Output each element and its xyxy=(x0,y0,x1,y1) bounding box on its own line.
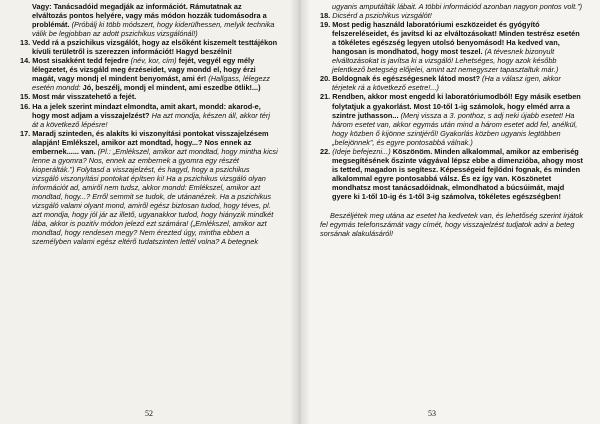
italic-text-run: Beszéljétek meg utána az esetet ha kedvetek van, és lehetőség szerint írjátok fel egymás telefonszámát vagy címét, hogy visszajelzést tudjatok adni a beteg sorsának alakulásáról! xyxy=(320,211,584,239)
bold-text-run: Most már visszatehető a fejét. xyxy=(32,92,137,102)
italic-text-run: (Menj vissza a 3. ponthoz, s adj neki újabb esetet! Ha három esetet van, akkor egymás után mind a három esetet add fel, anélkül, hogy közben ő kijönne szintjéről! Gyakorlás közben ugyanis legtöbben „belejönnek”, és egyre pontosabbá válnak.) xyxy=(332,110,578,147)
step-number: 17. xyxy=(20,128,31,138)
bold-text-run: Vagy: Tanácsadóid megadják az információt. Rámutatnak az elváltozás pontos helyére, vagy más módon hozzák tudomásodra a problémát. xyxy=(32,2,267,30)
step-number: 14. xyxy=(20,56,31,66)
bold-text-run: Most sisakként tedd fejedre xyxy=(32,56,131,66)
numbered-step xyxy=(20,129,278,247)
italic-text-run: (A tévesnek bizonyult elváltozásokat is javítsa ki a vizsgáló! Lehetséges, hogy azok később jelentkező betegség előjelei, amint azt nemegyszer tapasztaltuk már.) xyxy=(332,47,559,75)
bold-text-run: Ha a jelek szerint mindazt elmondta, amit akart, mondd: akarod-e, hogy most adjam a visszajelzést? xyxy=(32,101,261,120)
italic-text-run: (Ha a válasz igen, akkor térjetek rá a következő esetre!...) xyxy=(332,74,561,93)
step-number: 19. xyxy=(320,20,331,30)
italic-text-run: (Pl.: „Emlékszel, amikor azt mondtad, hogy mintha kicsi lenne a gyomra? Nos, ennek az embernek a gyomra egy részét kioperálták.”) Folytasd a visszajelzést, és hagyd, hogy a pszichikus vizsgáló viszonyítási pontokat építsen ki! Ha a pszichikus vizsgáló olyan információt ad, amiről nem tudsz, akkor mondd: Emlékszel, amikor azt mondtad, hogy...? Erről semmit se tudok, de utánanézek. Ha a pszichikus vizsgáló valami olyant mond, amiről egész biztosan tudod, hogy téves, pl. azt mondja, hogy jól jár az illető, ugyanakkor tudod, hogy hiányzik mindkét lába, akkor is pozitív módon jelezd ezt számára! („Emlékszel, amikor azt mondtad, hogy rendesen megy? Nem érezted úgy, mintha ebben a személyben valami egész eltérő tudatszinten lettél volna? A betegnek xyxy=(32,146,278,247)
italic-text-run: Ha azt mondja, készen áll, akkor térj át a következő lépésre! xyxy=(32,110,270,129)
continued-text xyxy=(320,2,584,11)
bold-text-run: Vedd rá a pszichikus vizsgálót, hogy az elsőként kiszemelt testtájékon kívüli területről is szerezzen információt! Hagyd beszélni! xyxy=(32,38,278,57)
left-page-text xyxy=(20,2,278,246)
italic-text-run: (Próbálj ki több módszert, hogy kiderülhessen, melyik technika válik be legjobban az adott pszichikus vizsgálónál!) xyxy=(32,20,275,39)
bold-text-run: Köszönöm. Minden alkalommal, amikor az emberiség megsegítésének őszinte vágyával lépsz ebbe a dimenzióba, ahogy most is tetted, magadon is segítesz. Képességeid fejlődni fognak, és minden alkalommal egyre pontosabbá válsz. És ez így van. Köszönetet mondhatsz most tanácsadóidnak, elmondhatod a búcsúimát, majd gyere ki 1-től 10-ig és 1-től 3-ig számolva, tökéletes egészségben! xyxy=(332,146,583,201)
left-page-number: 52 xyxy=(145,409,153,418)
step-number: 22. xyxy=(320,146,331,156)
continued-text xyxy=(20,2,278,38)
numbered-step xyxy=(320,147,584,201)
italic-text-run: Dicsérd a pszichikus vizsgálót! xyxy=(332,11,432,21)
left-page xyxy=(0,0,296,424)
numbered-step xyxy=(20,38,278,56)
numbered-step xyxy=(20,102,278,129)
bold-text-run: Jó, beszélj, mondj el mindent, ami eszedbe ötlik!...) xyxy=(82,83,261,93)
bold-text-run: Most pedig használd laboratóriumi eszközeidet és gyógyító felszereléseidet, és javítsd ki az elváltozásokat! Minden testrész esetén a tökéletes egészség legyen utolsó benyomásod! Ha kedved van, hangosan is mondhatod, hogy most teszel. xyxy=(332,20,580,57)
italic-text-run: (Hallgass, lélegezz esetén mondd: xyxy=(32,74,270,93)
italic-text-run: (név, kor, cím) xyxy=(130,56,177,66)
step-number: 20. xyxy=(320,74,331,84)
numbered-step xyxy=(20,56,278,92)
italic-text-run: ugyanis amputálták lábait. A többi információd azonban nagyon pontos volt.”) xyxy=(332,2,583,11)
bold-text-run: fejét, vegyél egy mély lélegzetet, és vizsgáld meg érzéseidet, vagy mondd el, hogy érzi magát, vagy mondj el mindent benyomást, ami ér! xyxy=(32,56,256,84)
step-number: 21. xyxy=(320,92,331,102)
right-page-number: 53 xyxy=(428,409,436,418)
step-number: 13. xyxy=(20,38,31,48)
step-number: 15. xyxy=(20,92,31,102)
right-page-text xyxy=(320,2,584,238)
closing-paragraph xyxy=(320,211,584,238)
step-number: 16. xyxy=(20,101,31,111)
numbered-step xyxy=(20,92,278,101)
bold-text-run: Rendben, akkor most engedd ki laboratóriumodból! Egy másik esetben folytatjuk a gyakorlást. Most 10-től 1-ig számolok, hogy elméd arra a szintre juthasson... xyxy=(332,92,581,120)
numbered-step xyxy=(320,20,584,74)
right-page xyxy=(300,0,600,424)
bold-text-run: Boldognak és egészségesnek látod most? xyxy=(332,74,483,84)
bold-text-run: Maradj szinteden, és alakíts ki viszonyítási pontokat visszajelzésem alapján! Emlékszel, amikor azt mondtad, hogy...? Nos ennek az embernek...... van. xyxy=(32,128,269,156)
step-number: 18. xyxy=(320,11,331,21)
numbered-step xyxy=(320,74,584,92)
numbered-step xyxy=(320,11,584,20)
italic-text-run: (Ideje befejezni...) xyxy=(332,146,393,156)
numbered-step xyxy=(320,92,584,146)
